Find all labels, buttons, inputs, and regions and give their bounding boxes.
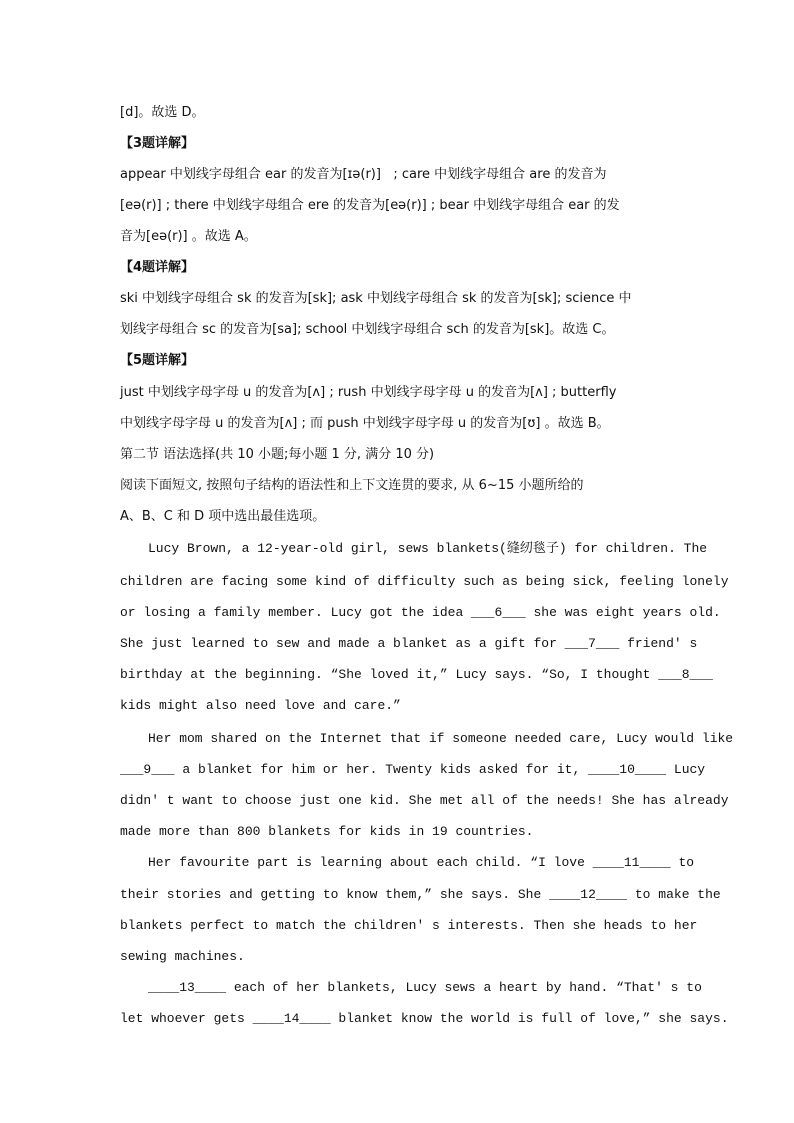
passage-line: Lucy Brown, a 12-year-old girl, sews blankets(缝纫毯子) for children. The (148, 541, 708, 556)
passage-line: blankets perfect to match the children' s interests. Then she heads to her (120, 918, 698, 933)
answer-line: [d]。故选 D。 (120, 105, 205, 120)
explanation-line: 中划线字母字母 u 的发音为[ʌ] ; 而 push 中划线字母字母 u 的发音为[ʊ] 。故选 B。 (120, 416, 610, 431)
question-5-heading: 【5题详解】 (120, 353, 195, 368)
passage-line: Her mom shared on the Internet that if someone needed care, Lucy would like (148, 731, 734, 746)
explanation-line: appear 中划线字母组合 ear 的发音为[ɪə(r)] ; care 中划线字母组合 are 的发音为 (120, 167, 607, 182)
passage-line: She just learned to sew and made a blanket as a gift for ___7___ friend' s (120, 636, 698, 651)
passage-line: kids might also need love and care.” (120, 698, 401, 713)
passage-line: or losing a family member. Lucy got the idea ___6___ she was eight years old. (120, 605, 721, 620)
explanation-line: 音为[eə(r)] 。故选 A。 (120, 229, 257, 244)
passage-line: made more than 800 blankets for kids in 19 countries. (120, 824, 534, 839)
section-heading: 第二节 语法选择(共 10 小题;每小题 1 分, 满分 10 分) (120, 447, 435, 462)
explanation-line: just 中划线字母字母 u 的发音为[ʌ] ; rush 中划线字母字母 u 的发音为[ʌ] ; butterfly (120, 385, 617, 400)
explanation-line: ski 中划线字母组合 sk 的发音为[sk]; ask 中划线字母组合 sk 的发音为[sk]; science 中 (120, 291, 632, 306)
passage-line: Her favourite part is learning about each child. “I love ____11____ to (148, 855, 695, 870)
passage-line: ____13____ each of her blankets, Lucy sews a heart by hand. “That' s to (148, 980, 702, 995)
explanation-line: 划线字母组合 sc 的发音为[sa]; school 中划线字母组合 sch 的发音为[sk]。故选 C。 (120, 322, 615, 337)
passage-line: didn' t want to choose just one kid. She met all of the needs! She has already (120, 793, 729, 808)
passage-line: sewing machines. (120, 949, 245, 964)
passage-line: children are facing some kind of difficulty such as being sick, feeling lonely (120, 574, 729, 589)
passage-line: their stories and getting to know them,” she says. She ____12____ to make the (120, 887, 721, 902)
passage-line: let whoever gets ____14____ blanket know the world is full of love,” she says. (120, 1011, 729, 1026)
question-4-heading: 【4题详解】 (120, 260, 195, 275)
passage-line: birthday at the beginning. “She loved it,” Lucy says. “So, I thought ___8___ (120, 667, 713, 682)
instructions-line: 阅读下面短文, 按照句子结构的语法性和上下文连贯的要求, 从 6~15 小题所给的 (120, 478, 584, 493)
instructions-line: A、B、C 和 D 项中选出最佳选项。 (120, 509, 326, 524)
explanation-line: [eə(r)] ; there 中划线字母组合 ere 的发音为[eə(r)] ; bear 中划线字母组合 ear 的发 (120, 198, 620, 213)
question-3-heading: 【3题详解】 (120, 136, 195, 151)
passage-line: ___9___ a blanket for him or her. Twenty kids asked for it, ____10____ Lucy (120, 762, 706, 777)
